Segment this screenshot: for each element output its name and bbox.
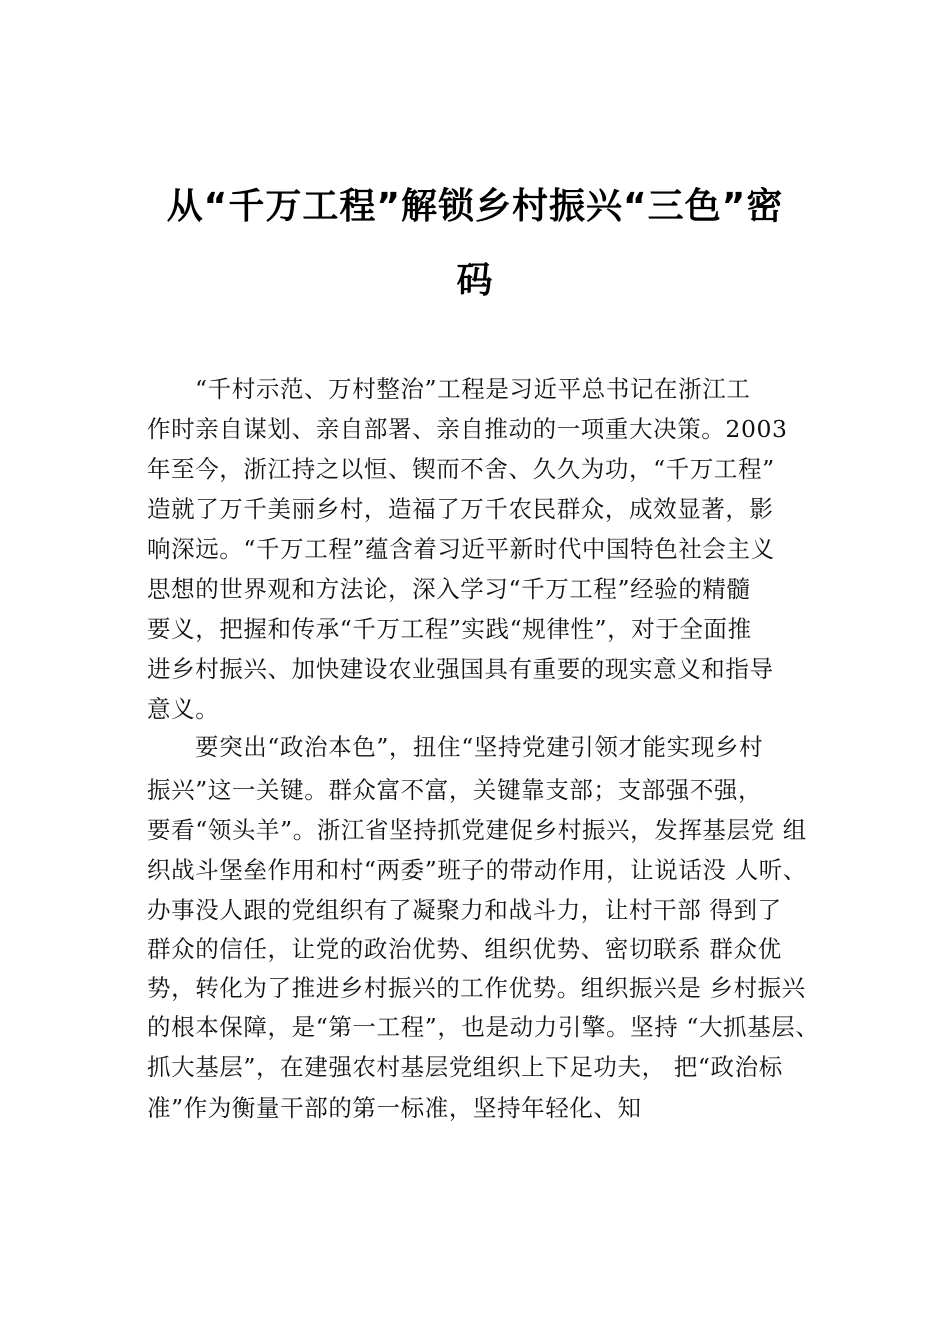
paragraph-1-line: 进乡村振兴、加快建设农业强国具有重要的现实意义和指导: [147, 655, 774, 683]
paragraph-1-line: 思想的世界观和方法论，深入学习“千万工程”经验的精髓: [147, 575, 751, 603]
paragraph-1-line: 要义，把握和传承“千万工程”实践“规律性”，对于全面推: [147, 615, 752, 643]
document-title-line-1: 从“千万工程”解锁乡村振兴“三色”密: [166, 186, 784, 227]
paragraph-1-line: 响深远。“千万工程”蕴含着习近平新时代中国特色社会主义: [147, 535, 775, 563]
paragraph-2-line: 要看“领头羊”。浙江省坚持抓党建促乡村振兴，发挥基层党 组: [147, 816, 807, 844]
paragraph-2-line: 要突出“政治本色”，扭住“坚持党建引领才能实现乡村: [195, 733, 764, 761]
paragraph-1-line: 年至今，浙江持之以恒、锲而不舍、久久为功，“千万工程”: [147, 455, 775, 483]
paragraph-1-line: 造就了万千美丽乡村，造福了万千农民群众，成效显著，影: [147, 495, 774, 523]
paragraph-2-line: 的根本保障，是“第一工程”，也是动力引擎。坚持 “大抓基层、: [147, 1013, 820, 1041]
paragraph-2-line: 办事没人跟的党组织有了凝聚力和战斗力，让村干部 得到了: [147, 896, 782, 924]
document-title-line-2: 码: [456, 260, 494, 301]
paragraph-2-line: 振兴”这一关键。群众富不富，关键靠支部；支部强不强，: [147, 776, 763, 804]
paragraph-1-line: 作时亲自谋划、亲自部署、亲自推动的一项重大决策。2003: [147, 415, 788, 443]
paragraph-2-line: 势，转化为了推进乡村振兴的工作优势。组织振兴是 乡村振兴: [147, 974, 806, 1002]
paragraph-2-line: 准”作为衡量干部的第一标准，坚持年轻化、知: [147, 1094, 642, 1122]
paragraph-1-line: 意义。: [147, 695, 220, 723]
paragraph-1-line: “千村示范、万村整治”工程是习近平总书记在浙江工: [195, 375, 751, 403]
paragraph-2-line: 抓大基层”，在建强农村基层党组织上下足功夫， 把“政治标: [147, 1053, 783, 1081]
paragraph-2-line: 群众的信任，让党的政治优势、组织优势、密切联系 群众优: [147, 935, 782, 963]
paragraph-2-line: 织战斗堡垒作用和村“两委”班子的带动作用，让说话没 人听、: [147, 856, 807, 884]
